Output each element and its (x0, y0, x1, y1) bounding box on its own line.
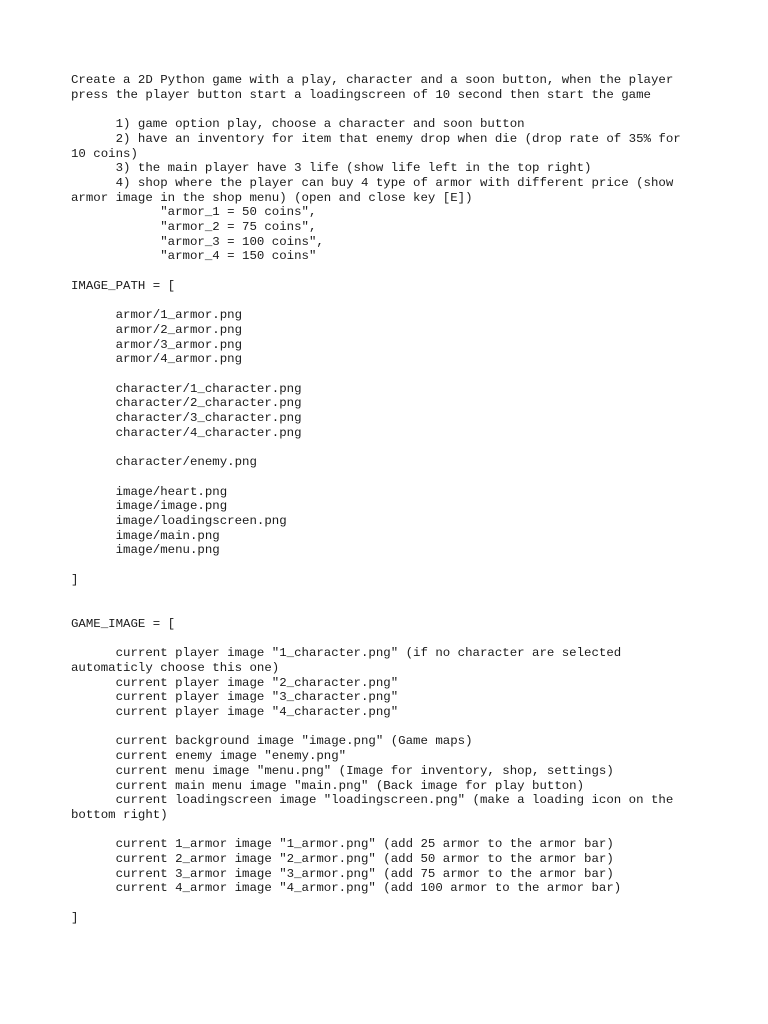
text-line: armor/4_armor.png (71, 352, 243, 367)
text-line: current menu image "menu.png" (Image for inventory, shop, settings) (71, 763, 614, 778)
text-line (71, 294, 731, 309)
text-line: "armor_4 = 150 coins" (71, 249, 317, 264)
text-line: character/4_character.png (71, 425, 302, 440)
text-line: current player image "2_character.png" (71, 675, 399, 690)
text-line: character/enemy.png (71, 455, 257, 470)
text-line: IMAGE_PATH = [ (71, 278, 176, 293)
text-line: 10 coins) (71, 146, 138, 161)
text-line: press the player button start a loadingscreen of 10 second then start the game (71, 87, 651, 102)
text-line: current enemy image "enemy.png" (71, 749, 347, 764)
text-line (71, 558, 731, 573)
text-line (71, 602, 731, 617)
text-line: image/heart.png (71, 484, 228, 499)
text-line (71, 588, 731, 603)
text-line (71, 102, 731, 117)
text-line (71, 823, 731, 838)
text-line: 3) the main player have 3 life (show life left in the top right) (71, 161, 592, 176)
text-line: armor/1_armor.png (71, 308, 243, 323)
text-line: 2) have an inventory for item that enemy drop when die (drop rate of 35% for (71, 131, 681, 146)
text-line: current player image "4_character.png" (71, 705, 399, 720)
text-line: image/menu.png (71, 543, 220, 558)
text-line: current background image "image.png" (Game maps) (71, 734, 473, 749)
text-line: current player image "1_character.png" (if no character are selected (71, 646, 622, 661)
text-line: armor image in the shop menu) (open and close key [E]) (71, 190, 473, 205)
text-line: "armor_3 = 100 coins", (71, 234, 324, 249)
text-line: current player image "3_character.png" (71, 690, 399, 705)
text-line: current main menu image "main.png" (Back image for play button) (71, 778, 585, 793)
document-body (71, 73, 731, 926)
text-line: current 2_armor image "2_armor.png" (add 50 armor to the armor bar) (71, 852, 614, 867)
text-line: character/1_character.png (71, 381, 302, 396)
text-line: current 1_armor image "1_armor.png" (add 25 armor to the armor bar) (71, 837, 614, 852)
text-line: GAME_IMAGE = [ (71, 616, 176, 631)
text-line: 1) game option play, choose a character and soon button (71, 117, 525, 132)
text-line: current 3_armor image "3_armor.png" (add 75 armor to the armor bar) (71, 866, 614, 881)
text-line: Create a 2D Python game with a play, character and a soon button, when the player (71, 73, 674, 87)
text-line: current loadingscreen image "loadingscreen.png" (make a loading icon on the (71, 793, 674, 808)
text-line (71, 720, 731, 735)
text-line (71, 367, 731, 382)
text-line (71, 441, 731, 456)
text-line: "armor_2 = 75 coins", (71, 220, 317, 235)
text-line: character/3_character.png (71, 411, 302, 426)
text-line: 4) shop where the player can buy 4 type of armor with different price (show (71, 175, 674, 190)
text-line: bottom right) (71, 807, 168, 822)
text-line (71, 896, 731, 911)
text-line: armor/3_armor.png (71, 337, 243, 352)
text-line: image/image.png (71, 499, 228, 514)
text-line: character/2_character.png (71, 396, 302, 411)
text-line: armor/2_armor.png (71, 322, 243, 337)
text-line (71, 470, 731, 485)
text-line: "armor_1 = 50 coins", (71, 205, 317, 220)
text-line: automaticly choose this one) (71, 660, 280, 675)
text-line: image/main.png (71, 528, 220, 543)
text-line: ] (71, 910, 79, 925)
text-line (71, 264, 731, 279)
text-line (71, 632, 731, 647)
text-line: current 4_armor image "4_armor.png" (add 100 armor to the armor bar) (71, 881, 622, 896)
text-line: ] (71, 572, 79, 587)
text-line: image/loadingscreen.png (71, 514, 287, 528)
